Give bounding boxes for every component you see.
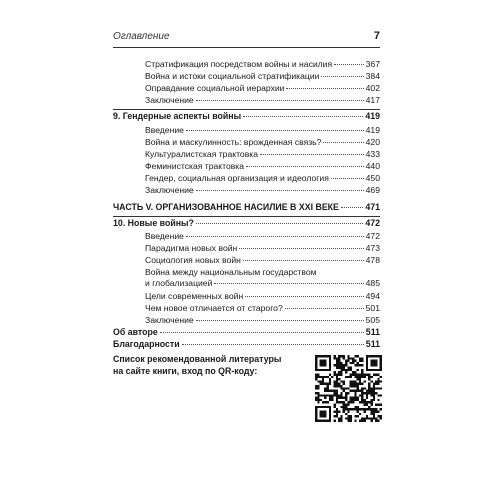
toc-entry[interactable]: Цели современных войн 494 — [145, 291, 380, 301]
chapter-entry[interactable]: 9. Гендерные аспекты войны 419 — [113, 111, 380, 121]
toc-entry[interactable]: Заключение 505 — [145, 315, 380, 325]
toc-entry[interactable]: Стратификация посредством войны и насилия 367 — [145, 59, 380, 69]
toc-entry[interactable]: Заключение 417 — [145, 95, 380, 105]
part-entry[interactable]: ЧАСТЬ V. ОРГАНИЗОВАННОЕ НАСИЛИЕ В XXI ВЕКЕ 471 — [113, 202, 380, 212]
divider — [113, 216, 380, 217]
toc-entry[interactable]: Война между национальным государством и глобализацией 485 — [145, 267, 380, 288]
chapter-entry[interactable]: 10. Новые войны? 472 — [113, 218, 380, 228]
toc-entry[interactable]: Гендер, социальная организация и идеология 450 — [145, 173, 380, 183]
toc-entry[interactable]: Заключение 469 — [145, 185, 380, 195]
toc-entry[interactable]: Война и маскулинность: врожденная связь? 420 — [145, 137, 380, 147]
toc-entry-thanks[interactable]: Благодарности 511 — [113, 339, 380, 349]
page-number: 7 — [373, 30, 380, 42]
toc-entry[interactable]: Парадигма новых войн 473 — [145, 243, 380, 253]
toc-entry[interactable]: Введение 419 — [145, 125, 380, 135]
toc-entry[interactable]: Оправдание социальной иерархии 402 — [145, 83, 380, 93]
literature-line-2: на сайте книги, вход по QR-коду: — [113, 366, 258, 376]
toc-entry-about[interactable]: Об авторе 511 — [113, 327, 380, 337]
toc-entry[interactable]: Война и истоки социальной стратификации 384 — [145, 71, 380, 81]
toc-entry[interactable]: Социология новых войн 478 — [145, 255, 380, 265]
divider — [113, 109, 380, 110]
literature-note — [113, 353, 281, 377]
toc-entry[interactable]: Феминистская трактовка 440 — [145, 161, 380, 171]
toc-entry[interactable]: Введение 472 — [145, 231, 380, 241]
literature-line-1: Список рекомендованной литературы — [113, 354, 282, 364]
running-header — [113, 31, 380, 48]
qr-code-icon[interactable] — [315, 355, 382, 422]
toc-entry[interactable]: Культуралистская трактовка 433 — [145, 149, 380, 159]
toc-entry[interactable]: Чем новое отличается от старого? 501 — [145, 303, 380, 313]
header-title: Оглавление — [113, 31, 170, 42]
